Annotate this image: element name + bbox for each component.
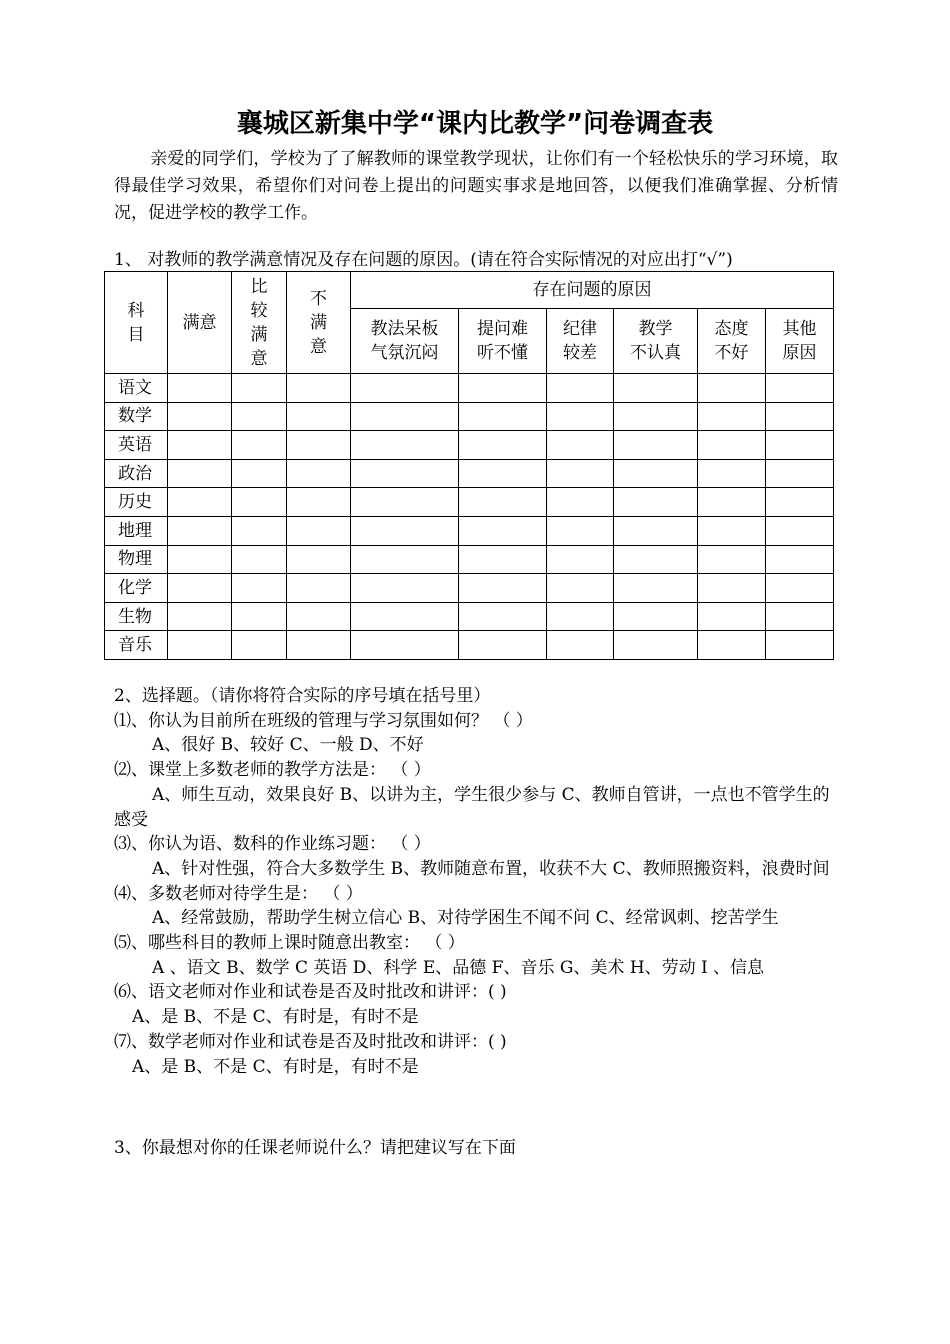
question-3-options: [114, 857, 838, 882]
answer-cell[interactable]: [766, 459, 834, 488]
answer-cell[interactable]: [698, 374, 766, 403]
answer-cell[interactable]: [287, 431, 351, 460]
section1-heading: 1、 对教师的教学满意情况及存在问题的原因。(请在符合实际情况的对应出打“√”): [114, 250, 733, 270]
question-1: ⑴、你认为目前所在班级的管理与学习氛围如何？ （ ）: [114, 710, 533, 731]
answer-cell[interactable]: [698, 631, 766, 660]
answer-cell[interactable]: [232, 488, 287, 517]
answer-cell[interactable]: [614, 574, 698, 603]
answer-cell[interactable]: [459, 545, 547, 574]
answer-cell[interactable]: [351, 402, 459, 431]
question-5-options: A 、语文 B、数学 C 英语 D、科学 E、品德 F、音乐 G、美术 H、劳动 I 、信息: [152, 957, 765, 978]
table-row: [105, 374, 834, 403]
answer-cell[interactable]: [232, 374, 287, 403]
table-row: [105, 488, 834, 517]
answer-cell[interactable]: [232, 516, 287, 545]
answer-cell[interactable]: [459, 459, 547, 488]
answer-cell[interactable]: [698, 459, 766, 488]
table-row: [105, 602, 834, 631]
answer-cell[interactable]: [547, 374, 614, 403]
answer-cell[interactable]: [287, 602, 351, 631]
answer-cell[interactable]: [766, 631, 834, 660]
question-3-options-text: A、针对性强，符合大多数学生 B、教师随意布置，收获不大 C、教师照搬资料，浪费时间: [152, 858, 830, 879]
answer-cell[interactable]: [168, 488, 232, 517]
answer-cell[interactable]: [168, 459, 232, 488]
answer-cell[interactable]: [547, 545, 614, 574]
answer-cell[interactable]: [766, 431, 834, 460]
answer-cell[interactable]: [459, 488, 547, 517]
subject-label: 物理: [105, 545, 168, 574]
answer-cell[interactable]: [614, 631, 698, 660]
question-6: ⑹、语文老师对作业和试卷是否及时批改和讲评：( ): [114, 982, 507, 1003]
answer-cell[interactable]: [287, 545, 351, 574]
answer-cell[interactable]: [459, 516, 547, 545]
answer-cell[interactable]: [168, 574, 232, 603]
header-reason-0: 教法呆板 气氛沉闷: [351, 309, 459, 374]
answer-cell[interactable]: [459, 402, 547, 431]
answer-cell[interactable]: [168, 431, 232, 460]
answer-cell[interactable]: [459, 574, 547, 603]
answer-cell[interactable]: [287, 459, 351, 488]
header-reason-1: 提问难 听不懂: [459, 309, 547, 374]
intro-paragraph: [114, 146, 838, 227]
question-2-options-text: A、师生互动，效果良好 B、以讲为主，学生很少参与 C、教师自管讲，一点也不管学生的感受: [114, 784, 830, 830]
question-4-options: A、经常鼓励，帮助学生树立信心 B、对待学困生不闻不问 C、经常讽刺、挖苦学生: [152, 908, 779, 929]
answer-cell[interactable]: [766, 602, 834, 631]
answer-cell[interactable]: [168, 631, 232, 660]
answer-cell[interactable]: [287, 631, 351, 660]
answer-cell[interactable]: [698, 574, 766, 603]
answer-cell[interactable]: [547, 488, 614, 517]
answer-cell[interactable]: [351, 516, 459, 545]
answer-cell[interactable]: [614, 516, 698, 545]
answer-cell[interactable]: [351, 459, 459, 488]
answer-cell[interactable]: [351, 545, 459, 574]
question-4: ⑷、多数老师对待学生是： （ ）: [114, 883, 363, 904]
intro-text: 亲爱的同学们，学校为了了解教师的课堂教学现状，让你们有一个轻松快乐的学习环境，取得最佳学习效果，希望你们对问卷上提出的问题实事求是地回答，以便我们准确掌握、分析情况，促进学校的教学工作。: [114, 149, 838, 223]
answer-cell[interactable]: [614, 488, 698, 517]
answer-cell[interactable]: [459, 602, 547, 631]
subject-label: 地理: [105, 516, 168, 545]
answer-cell[interactable]: [351, 431, 459, 460]
question-7: ⑺、数学老师对作业和试卷是否及时批改和讲评：( ): [114, 1031, 507, 1052]
answer-cell[interactable]: [459, 431, 547, 460]
subject-label: 化学: [105, 574, 168, 603]
subject-label: 语文: [105, 374, 168, 403]
answer-cell[interactable]: [547, 516, 614, 545]
question-5: ⑸、哪些科目的教师上课时随意出教室： （ ）: [114, 933, 465, 954]
answer-cell[interactable]: [351, 374, 459, 403]
subject-label: 政治: [105, 459, 168, 488]
answer-cell[interactable]: [232, 402, 287, 431]
section3-heading: 3、你最想对你的任课老师说什么？请把建议写在下面: [114, 1138, 516, 1158]
answer-cell[interactable]: [614, 374, 698, 403]
header-reason-2: 纪律 较差: [547, 309, 614, 374]
answer-cell[interactable]: [698, 602, 766, 631]
answer-cell[interactable]: [698, 545, 766, 574]
answer-cell[interactable]: [351, 574, 459, 603]
answer-cell[interactable]: [232, 574, 287, 603]
answer-cell[interactable]: [766, 574, 834, 603]
page-title: 襄城区新集中学“课内比教学”问卷调查表: [236, 109, 714, 139]
header-reasons: 存在问题的原因: [351, 272, 834, 309]
header-reason-4: 态度 不好: [698, 309, 766, 374]
answer-cell[interactable]: [232, 459, 287, 488]
answer-cell[interactable]: [351, 631, 459, 660]
header-reason-3: 教学 不认真: [614, 309, 698, 374]
answer-cell[interactable]: [698, 516, 766, 545]
answer-cell[interactable]: [287, 574, 351, 603]
question-2: ⑵、课堂上多数老师的教学方法是： （ ）: [114, 760, 431, 781]
answer-cell[interactable]: [614, 545, 698, 574]
question-6-options: A、是 B、不是 C、有时是，有时不是: [132, 1007, 419, 1028]
subject-label: 生物: [105, 602, 168, 631]
answer-cell[interactable]: [766, 516, 834, 545]
answer-cell[interactable]: [614, 431, 698, 460]
answer-cell[interactable]: [698, 431, 766, 460]
table-row: [105, 516, 834, 545]
subject-label: 数学: [105, 402, 168, 431]
answer-cell[interactable]: [168, 545, 232, 574]
header-subject: 科 目: [105, 272, 168, 374]
table-row: [105, 631, 834, 660]
answer-cell[interactable]: [698, 488, 766, 517]
subject-label: 英语: [105, 431, 168, 460]
answer-cell[interactable]: [614, 402, 698, 431]
header-fairly-satisfied: 比 较 满 意: [232, 272, 287, 374]
question-3: ⑶、你认为语、数科的作业练习题： （ ）: [114, 834, 431, 855]
answer-cell[interactable]: [766, 488, 834, 517]
table-row: [105, 459, 834, 488]
satisfaction-table: [104, 271, 834, 660]
answer-cell[interactable]: [232, 545, 287, 574]
answer-cell[interactable]: [766, 545, 834, 574]
table-row: [105, 545, 834, 574]
answer-cell[interactable]: [614, 459, 698, 488]
answer-cell[interactable]: [547, 602, 614, 631]
answer-cell[interactable]: [168, 402, 232, 431]
answer-cell[interactable]: [547, 402, 614, 431]
answer-cell[interactable]: [459, 374, 547, 403]
answer-cell[interactable]: [232, 431, 287, 460]
table-row: [105, 574, 834, 603]
answer-cell[interactable]: [232, 602, 287, 631]
answer-cell[interactable]: [614, 602, 698, 631]
header-satisfied: 满意: [168, 272, 232, 374]
answer-cell[interactable]: [547, 631, 614, 660]
answer-cell[interactable]: [547, 459, 614, 488]
answer-cell[interactable]: [766, 374, 834, 403]
answer-cell[interactable]: [547, 431, 614, 460]
question-1-options: A、很好 B、较好 C、一般 D、不好: [152, 735, 424, 756]
question-2-options: [114, 783, 838, 832]
answer-cell[interactable]: [168, 374, 232, 403]
answer-cell[interactable]: [287, 488, 351, 517]
answer-cell[interactable]: [351, 488, 459, 517]
table-row: [105, 431, 834, 460]
answer-cell[interactable]: [287, 374, 351, 403]
answer-cell[interactable]: [287, 516, 351, 545]
section2-heading: 2、选择题。（请你将符合实际的序号填在括号里）: [114, 686, 491, 706]
answer-cell[interactable]: [168, 516, 232, 545]
answer-cell[interactable]: [766, 402, 834, 431]
answer-cell[interactable]: [698, 402, 766, 431]
section2: [114, 684, 838, 1079]
header-unsatisfied: 不 满 意: [287, 272, 351, 374]
header-reason-5: 其他 原因: [766, 309, 834, 374]
answer-cell[interactable]: [168, 602, 232, 631]
table-row: [105, 402, 834, 431]
answer-cell[interactable]: [232, 631, 287, 660]
answer-cell[interactable]: [459, 631, 547, 660]
subject-label: 音乐: [105, 631, 168, 660]
answer-cell[interactable]: [287, 402, 351, 431]
question-7-options: A、是 B、不是 C、有时是，有时不是: [132, 1056, 419, 1077]
answer-cell[interactable]: [547, 574, 614, 603]
subject-label: 历史: [105, 488, 168, 517]
answer-cell[interactable]: [351, 602, 459, 631]
